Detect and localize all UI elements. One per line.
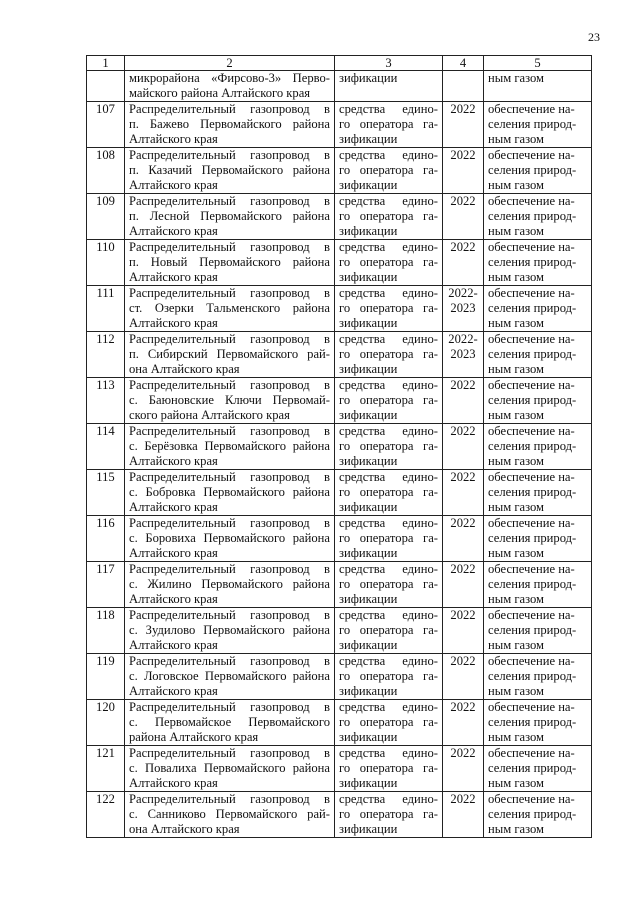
object-name <box>125 700 335 746</box>
purpose-line: ным газом <box>488 132 545 146</box>
funding-source-line: зификации <box>339 454 398 468</box>
purpose-line: обеспечение на- <box>488 792 575 806</box>
table-row <box>87 470 592 516</box>
purpose <box>484 654 592 700</box>
table-row <box>87 378 592 424</box>
object-name-line: с. Первомайское Первомайского <box>129 715 330 729</box>
object-name-line: она Алтайского края <box>129 822 240 836</box>
page-number: 23 <box>588 30 600 44</box>
purpose <box>484 240 592 286</box>
object-name-line: Алтайского края <box>129 270 218 284</box>
row-number: 115 <box>87 470 125 516</box>
object-name <box>125 792 335 838</box>
funding-source-line: средства едино- <box>339 102 438 116</box>
funding-source-line: зификации <box>339 638 398 652</box>
funding-source-line: го оператора га- <box>339 807 438 821</box>
table-row <box>87 608 592 654</box>
object-name-line: Распределительный газопровод в <box>129 562 330 576</box>
object-name-line: п. Сибирский Первомайского рай- <box>129 347 330 361</box>
funding-source-line: го оператора га- <box>339 577 438 591</box>
funding-source-line: средства едино- <box>339 378 438 392</box>
purpose <box>484 516 592 562</box>
implementation-year <box>443 240 484 286</box>
implementation-year-line: 2022 <box>450 516 476 530</box>
funding-source-line: средства едино- <box>339 424 438 438</box>
funding-source-line: зификации <box>339 362 398 376</box>
object-name <box>125 240 335 286</box>
object-name-line: с. Санниково Первомайского рай- <box>129 807 330 821</box>
object-name-line: Распределительный газопровод в <box>129 286 330 300</box>
purpose-line: селения природ- <box>488 255 577 269</box>
row-number: 116 <box>87 516 125 562</box>
purpose <box>484 378 592 424</box>
funding-source-line: средства едино- <box>339 792 438 806</box>
funding-source-line: го оператора га- <box>339 669 438 683</box>
purpose-line: ным газом <box>488 454 545 468</box>
object-name-line: Распределительный газопровод в <box>129 102 330 116</box>
funding-source <box>335 424 443 470</box>
funding-source-line: зификации <box>339 546 398 560</box>
object-name-line: Алтайского края <box>129 224 218 238</box>
object-name <box>125 470 335 516</box>
purpose <box>484 700 592 746</box>
funding-source <box>335 71 443 102</box>
implementation-year-line: 2022 <box>450 194 476 208</box>
purpose-line: ным газом <box>488 408 545 422</box>
purpose-line: селения природ- <box>488 209 577 223</box>
funding-source-line: средства едино- <box>339 194 438 208</box>
row-number: 109 <box>87 194 125 240</box>
object-name-line: Алтайского края <box>129 500 218 514</box>
purpose <box>484 424 592 470</box>
funding-source <box>335 148 443 194</box>
object-name-line: Распределительный газопровод в <box>129 378 330 392</box>
purpose-line: селения природ- <box>488 531 577 545</box>
header-col-1: 1 <box>87 56 125 71</box>
object-name-line: п. Бажево Первомайского района <box>129 117 330 131</box>
funding-source-line: средства едино- <box>339 516 438 530</box>
object-name-line: Распределительный газопровод в <box>129 194 330 208</box>
header-col-2: 2 <box>125 56 335 71</box>
gas-pipeline-table <box>86 55 592 838</box>
implementation-year <box>443 792 484 838</box>
table-row <box>87 102 592 148</box>
funding-source-line: средства едино- <box>339 148 438 162</box>
implementation-year <box>443 286 484 332</box>
row-number: 107 <box>87 102 125 148</box>
funding-source-line: го оператора га- <box>339 531 438 545</box>
purpose-line: селения природ- <box>488 485 577 499</box>
implementation-year-line: 2022 <box>450 470 476 484</box>
purpose-line: ным газом <box>488 178 545 192</box>
funding-source-line: го оператора га- <box>339 163 438 177</box>
row-number <box>87 71 125 102</box>
funding-source-line: зификации <box>339 730 398 744</box>
object-name-line: п. Новый Первомайского района <box>129 255 330 269</box>
implementation-year <box>443 700 484 746</box>
implementation-year-line: 2022 <box>450 424 476 438</box>
table-row <box>87 562 592 608</box>
object-name-line: Алтайского края <box>129 132 218 146</box>
funding-source-line: зификации <box>339 224 398 238</box>
funding-source <box>335 608 443 654</box>
purpose-line: селения природ- <box>488 577 577 591</box>
funding-source-line: средства едино- <box>339 608 438 622</box>
funding-source <box>335 562 443 608</box>
purpose <box>484 102 592 148</box>
purpose <box>484 562 592 608</box>
funding-source-line: го оператора га- <box>339 715 438 729</box>
object-name <box>125 516 335 562</box>
purpose-line: селения природ- <box>488 117 577 131</box>
funding-source-line: го оператора га- <box>339 209 438 223</box>
table-row <box>87 654 592 700</box>
funding-source <box>335 516 443 562</box>
row-number: 120 <box>87 700 125 746</box>
purpose <box>484 608 592 654</box>
object-name <box>125 194 335 240</box>
purpose-line: ным газом <box>488 362 545 376</box>
purpose-line: ным газом <box>488 638 545 652</box>
purpose-line: обеспечение на- <box>488 148 575 162</box>
implementation-year-line: 2022- <box>448 286 478 300</box>
implementation-year <box>443 332 484 378</box>
implementation-year-line: 2022- <box>448 332 478 346</box>
object-name-line: Распределительный газопровод в <box>129 332 330 346</box>
funding-source <box>335 286 443 332</box>
purpose-line: обеспечение на- <box>488 332 575 346</box>
implementation-year-line: 2023 <box>450 347 476 361</box>
implementation-year-line: 2023 <box>450 301 476 315</box>
purpose-line: ным газом <box>488 224 545 238</box>
funding-source <box>335 378 443 424</box>
funding-source-line: средства едино- <box>339 470 438 484</box>
purpose-line: обеспечение на- <box>488 194 575 208</box>
purpose-line: обеспечение на- <box>488 102 575 116</box>
funding-source-line: го оператора га- <box>339 117 438 131</box>
funding-source-line: зификации <box>339 822 398 836</box>
implementation-year <box>443 424 484 470</box>
implementation-year <box>443 102 484 148</box>
object-name-line: Алтайского края <box>129 178 218 192</box>
funding-source-line: средства едино- <box>339 286 438 300</box>
object-name <box>125 148 335 194</box>
purpose <box>484 746 592 792</box>
implementation-year <box>443 194 484 240</box>
purpose-line: ным газом <box>488 546 545 560</box>
object-name-line: Распределительный газопровод в <box>129 746 330 760</box>
object-name-line: Распределительный газопровод в <box>129 792 330 806</box>
purpose-line: обеспечение на- <box>488 470 575 484</box>
purpose-line: обеспечение на- <box>488 562 575 576</box>
table-row <box>87 286 592 332</box>
row-number: 110 <box>87 240 125 286</box>
purpose <box>484 470 592 516</box>
purpose-line: селения природ- <box>488 393 577 407</box>
implementation-year-line: 2022 <box>450 102 476 116</box>
funding-source-line: зификации <box>339 500 398 514</box>
funding-source <box>335 700 443 746</box>
purpose <box>484 194 592 240</box>
object-name-line: Распределительный газопровод в <box>129 516 330 530</box>
funding-source-line: средства едино- <box>339 700 438 714</box>
object-name-line: с. Баюновские Ключи Первомай- <box>129 393 330 407</box>
object-name-line: Алтайского края <box>129 316 218 330</box>
purpose-line: обеспечение на- <box>488 608 575 622</box>
table-row <box>87 240 592 286</box>
object-name <box>125 424 335 470</box>
table-body <box>87 71 592 838</box>
implementation-year-line: 2022 <box>450 608 476 622</box>
purpose-line: обеспечение на- <box>488 424 575 438</box>
purpose-line: обеспечение на- <box>488 654 575 668</box>
object-name-line: ст. Озерки Тальменского района <box>129 301 330 315</box>
implementation-year-line: 2022 <box>450 654 476 668</box>
purpose-line: ным газом <box>488 776 545 790</box>
object-name-line: района Алтайского края <box>129 730 259 744</box>
object-name-line: Алтайского края <box>129 592 218 606</box>
object-name-line: она Алтайского края <box>129 362 240 376</box>
implementation-year <box>443 746 484 792</box>
object-name <box>125 102 335 148</box>
object-name <box>125 71 335 102</box>
object-name <box>125 332 335 378</box>
funding-source-line: средства едино- <box>339 240 438 254</box>
funding-source <box>335 470 443 516</box>
object-name-line: Алтайского края <box>129 638 218 652</box>
table-row <box>87 332 592 378</box>
table-row <box>87 516 592 562</box>
funding-source-line: го оператора га- <box>339 255 438 269</box>
row-number: 108 <box>87 148 125 194</box>
implementation-year <box>443 608 484 654</box>
purpose <box>484 148 592 194</box>
object-name-line: Распределительный газопровод в <box>129 424 330 438</box>
funding-source-line: го оператора га- <box>339 301 438 315</box>
funding-source-line: го оператора га- <box>339 439 438 453</box>
object-name-line: п. Лесной Первомайского района <box>129 209 330 223</box>
object-name-line: Распределительный газопровод в <box>129 240 330 254</box>
purpose-line: селения природ- <box>488 439 577 453</box>
funding-source <box>335 102 443 148</box>
row-number: 113 <box>87 378 125 424</box>
implementation-year-line: 2022 <box>450 746 476 760</box>
object-name-line: п. Казачий Первомайского района <box>129 163 330 177</box>
object-name <box>125 562 335 608</box>
row-number: 117 <box>87 562 125 608</box>
funding-source <box>335 240 443 286</box>
object-name <box>125 378 335 424</box>
row-number: 114 <box>87 424 125 470</box>
header-col-4: 4 <box>443 56 484 71</box>
purpose-line: селения природ- <box>488 301 577 315</box>
table-row <box>87 792 592 838</box>
funding-source-line: го оператора га- <box>339 761 438 775</box>
funding-source-line: го оператора га- <box>339 623 438 637</box>
table-row <box>87 148 592 194</box>
implementation-year-line: 2022 <box>450 240 476 254</box>
object-name-line: с. Боровиха Первомайского района <box>129 531 330 545</box>
implementation-year-line: 2022 <box>450 148 476 162</box>
object-name-line: Алтайского края <box>129 546 218 560</box>
row-number: 118 <box>87 608 125 654</box>
table-row-continuation <box>87 71 592 102</box>
funding-source-line: средства едино- <box>339 332 438 346</box>
header-row <box>87 56 592 71</box>
funding-source-line: зификации <box>339 776 398 790</box>
funding-source-line: средства едино- <box>339 746 438 760</box>
funding-source-line: зификации <box>339 71 398 85</box>
purpose-line: обеспечение на- <box>488 516 575 530</box>
purpose-line: селения природ- <box>488 347 577 361</box>
purpose-line: ным газом <box>488 270 545 284</box>
table-row <box>87 700 592 746</box>
purpose <box>484 332 592 378</box>
purpose-line: селения природ- <box>488 807 577 821</box>
purpose-line: ным газом <box>488 684 545 698</box>
object-name-line: с. Повалиха Первомайского района <box>129 761 330 775</box>
implementation-year <box>443 148 484 194</box>
table-row <box>87 746 592 792</box>
funding-source-line: средства едино- <box>339 654 438 668</box>
purpose-line: ным газом <box>488 592 545 606</box>
header-col-5: 5 <box>484 56 592 71</box>
object-name-line: Распределительный газопровод в <box>129 700 330 714</box>
implementation-year-line: 2022 <box>450 792 476 806</box>
purpose <box>484 286 592 332</box>
implementation-year <box>443 71 484 102</box>
purpose-line: селения природ- <box>488 669 577 683</box>
funding-source-line: зификации <box>339 592 398 606</box>
implementation-year-line: 2022 <box>450 700 476 714</box>
funding-source <box>335 654 443 700</box>
object-name-line: с. Берёзовка Первомайского района <box>129 439 330 453</box>
object-name-line: ского района Алтайского края <box>129 408 290 422</box>
funding-source-line: зификации <box>339 408 398 422</box>
object-name <box>125 608 335 654</box>
funding-source <box>335 332 443 378</box>
object-name-line: с. Жилино Первомайского района <box>129 577 330 591</box>
object-name-line: Алтайского края <box>129 684 218 698</box>
object-name-line: с. Зудилово Первомайского района <box>129 623 330 637</box>
row-number: 119 <box>87 654 125 700</box>
row-number: 112 <box>87 332 125 378</box>
funding-source <box>335 792 443 838</box>
purpose-line: обеспечение на- <box>488 378 575 392</box>
funding-source-line: зификации <box>339 684 398 698</box>
purpose-line: обеспечение на- <box>488 700 575 714</box>
object-name-line: майского района Алтайского края <box>129 86 311 100</box>
funding-source-line: го оператора га- <box>339 393 438 407</box>
purpose-line: ным газом <box>488 730 545 744</box>
row-number: 111 <box>87 286 125 332</box>
object-name <box>125 286 335 332</box>
implementation-year <box>443 470 484 516</box>
funding-source <box>335 194 443 240</box>
purpose-line: селения природ- <box>488 623 577 637</box>
object-name-line: Распределительный газопровод в <box>129 654 330 668</box>
object-name <box>125 746 335 792</box>
funding-source-line: зификации <box>339 132 398 146</box>
purpose-line: ным газом <box>488 822 545 836</box>
purpose-line: обеспечение на- <box>488 240 575 254</box>
implementation-year <box>443 562 484 608</box>
funding-source-line: средства едино- <box>339 562 438 576</box>
object-name-line: с. Логовское Первомайского района <box>129 669 330 683</box>
purpose-line: обеспечение на- <box>488 286 575 300</box>
object-name-line: Распределительный газопровод в <box>129 608 330 622</box>
funding-source <box>335 746 443 792</box>
table-row <box>87 194 592 240</box>
funding-source-line: го оператора га- <box>339 485 438 499</box>
table-row <box>87 424 592 470</box>
object-name-line: Распределительный газопровод в <box>129 470 330 484</box>
row-number: 121 <box>87 746 125 792</box>
object-name-line: Алтайского края <box>129 454 218 468</box>
implementation-year-line: 2022 <box>450 378 476 392</box>
purpose-line: селения природ- <box>488 761 577 775</box>
purpose-line: селения природ- <box>488 163 577 177</box>
purpose-line: селения природ- <box>488 715 577 729</box>
purpose-line: ным газом <box>488 316 545 330</box>
purpose-line: ным газом <box>488 500 545 514</box>
object-name <box>125 654 335 700</box>
purpose <box>484 71 592 102</box>
object-name-line: микрорайона «Фирсово-3» Перво- <box>129 71 330 85</box>
implementation-year <box>443 654 484 700</box>
purpose-line: ным газом <box>488 71 545 85</box>
funding-source-line: го оператора га- <box>339 347 438 361</box>
implementation-year <box>443 516 484 562</box>
object-name-line: Распределительный газопровод в <box>129 148 330 162</box>
implementation-year <box>443 378 484 424</box>
object-name-line: с. Бобровка Первомайского района <box>129 485 330 499</box>
purpose-line: обеспечение на- <box>488 746 575 760</box>
implementation-year-line: 2022 <box>450 562 476 576</box>
row-number: 122 <box>87 792 125 838</box>
funding-source-line: зификации <box>339 178 398 192</box>
purpose <box>484 792 592 838</box>
object-name-line: Алтайского края <box>129 776 218 790</box>
funding-source-line: зификации <box>339 316 398 330</box>
funding-source-line: зификации <box>339 270 398 284</box>
header-col-3: 3 <box>335 56 443 71</box>
